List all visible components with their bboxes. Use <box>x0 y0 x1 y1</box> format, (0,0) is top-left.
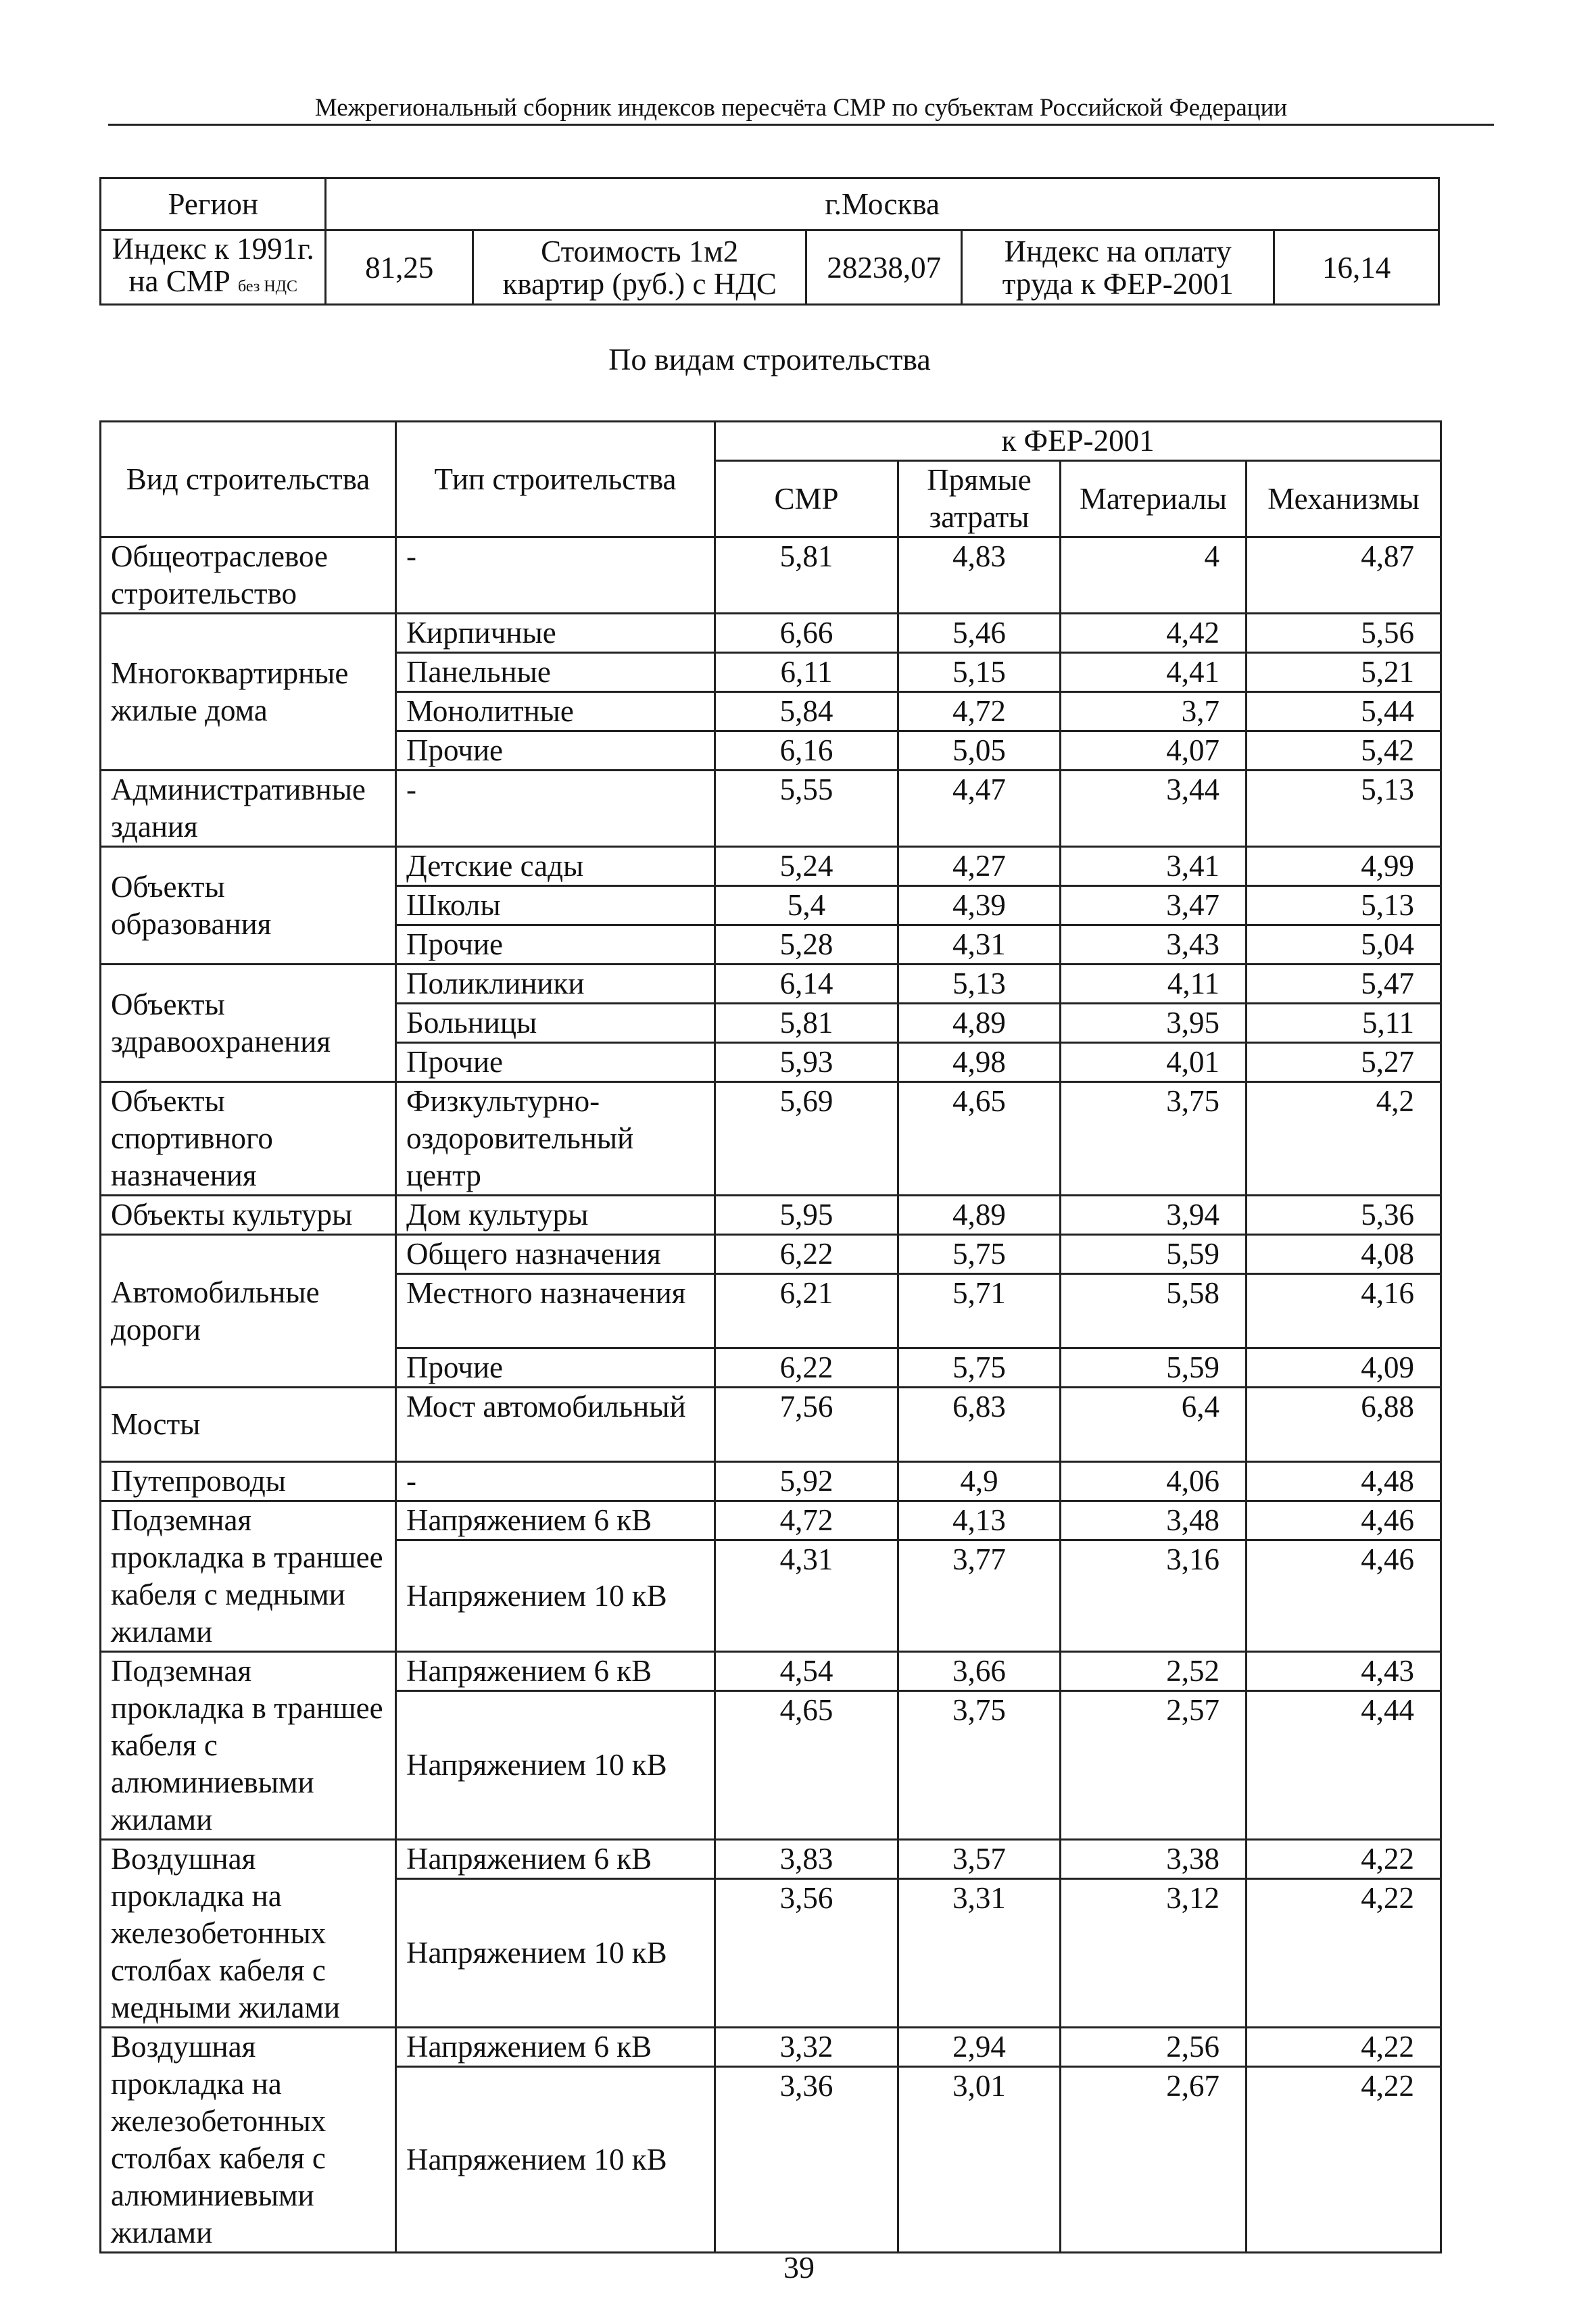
table-row <box>101 1388 1441 1462</box>
smr-value-cell: 5,69 <box>715 1082 898 1196</box>
header-fer-2001: к ФЕР-2001 <box>715 422 1441 461</box>
smr-value-cell: 6,66 <box>715 614 898 653</box>
smr-value-cell: 4,31 <box>715 1540 898 1652</box>
index-label-line2: на СМР <box>128 264 231 298</box>
smr-value-cell: 4,72 <box>715 1501 898 1540</box>
construction-type-cell: - <box>396 1462 715 1501</box>
materials-value-cell: 4,07 <box>1061 731 1247 771</box>
direct-costs-value-cell: 5,46 <box>898 614 1061 653</box>
page-header: Межрегиональный сборник индексов пересчёта СМР по субъектам Российской Федерации <box>314 94 1288 122</box>
mechanisms-value-cell: 5,36 <box>1247 1196 1441 1235</box>
construction-type-cell: Напряжением 10 кВ <box>396 1879 715 2028</box>
mechanisms-value-cell: 4,44 <box>1247 1691 1441 1840</box>
direct-costs-value-cell: 5,75 <box>898 1235 1061 1274</box>
smr-value-cell: 5,4 <box>715 886 898 925</box>
mechanisms-value-cell: 4,48 <box>1247 1462 1441 1501</box>
smr-value-cell: 5,55 <box>715 771 898 847</box>
table-row <box>101 537 1441 614</box>
construction-kind-cell: Воздушная прокладка на железобетонных столбах кабеля с медными жилами <box>101 1840 396 2028</box>
section-title: По видам строительства <box>608 342 931 376</box>
materials-value-cell: 3,75 <box>1061 1082 1247 1196</box>
direct-costs-value-cell: 6,83 <box>898 1388 1061 1462</box>
mechanisms-value-cell: 5,04 <box>1247 925 1441 965</box>
direct-costs-value-cell: 4,89 <box>898 1004 1061 1043</box>
smr-value-cell: 5,81 <box>715 537 898 614</box>
table-row <box>101 1462 1441 1501</box>
materials-value-cell: 3,47 <box>1061 886 1247 925</box>
construction-index-table <box>99 420 1442 2253</box>
region-summary-table <box>99 177 1440 306</box>
labor-index-value: 16,14 <box>1274 230 1439 305</box>
direct-costs-value-cell: 4,72 <box>898 692 1061 731</box>
construction-type-cell: Напряжением 6 кВ <box>396 1652 715 1691</box>
materials-value-cell: 2,67 <box>1061 2067 1247 2253</box>
table-body <box>101 537 1441 2253</box>
smr-value-cell: 5,84 <box>715 692 898 731</box>
index-1991-label <box>101 230 326 305</box>
construction-type-cell: Физкультурно-оздоровительный центр <box>396 1082 715 1196</box>
construction-kind-cell: Подземная прокладка в траншее кабеля с алюминиевыми жилами <box>101 1652 396 1840</box>
table-row <box>101 1196 1441 1235</box>
materials-value-cell: 4,41 <box>1061 653 1247 692</box>
direct-costs-value-cell: 4,27 <box>898 847 1061 886</box>
direct-costs-value-cell: 5,05 <box>898 731 1061 771</box>
mechanisms-value-cell: 4,22 <box>1247 1840 1441 1879</box>
materials-value-cell: 3,7 <box>1061 692 1247 731</box>
mechanisms-value-cell: 4,22 <box>1247 1879 1441 2028</box>
materials-value-cell: 4 <box>1061 537 1247 614</box>
construction-type-cell: - <box>396 537 715 614</box>
construction-type-cell: Мост автомобильный <box>396 1388 715 1462</box>
construction-kind-cell: Объекты здравоохранения <box>101 965 396 1082</box>
smr-value-cell: 5,92 <box>715 1462 898 1501</box>
header-mechanisms: Механизмы <box>1247 461 1441 537</box>
mechanisms-value-cell: 5,42 <box>1247 731 1441 771</box>
construction-type-cell: Общего назначения <box>396 1235 715 1274</box>
construction-kind-cell: Путепроводы <box>101 1462 396 1501</box>
cost-label-line1: Стоимость 1м2 <box>541 234 739 268</box>
index-label-line1: Индекс к 1991г. <box>112 231 314 266</box>
materials-value-cell: 3,38 <box>1061 1840 1247 1879</box>
materials-value-cell: 4,06 <box>1061 1462 1247 1501</box>
direct-costs-value-cell: 4,9 <box>898 1462 1061 1501</box>
smr-value-cell: 3,83 <box>715 1840 898 1879</box>
mechanisms-value-cell: 5,47 <box>1247 965 1441 1004</box>
construction-kind-cell: Объекты культуры <box>101 1196 396 1235</box>
construction-type-cell: - <box>396 771 715 847</box>
construction-type-cell: Прочие <box>396 731 715 771</box>
construction-kind-cell: Многоквартирные жилые дома <box>101 614 396 771</box>
construction-type-cell: Прочие <box>396 1043 715 1082</box>
construction-type-cell: Прочие <box>396 1348 715 1388</box>
construction-kind-cell: Общеотраслевое строительство <box>101 537 396 614</box>
construction-type-cell: Напряжением 10 кВ <box>396 1540 715 1652</box>
mechanisms-value-cell: 5,44 <box>1247 692 1441 731</box>
construction-type-cell: Напряжением 10 кВ <box>396 1691 715 1840</box>
construction-type-cell: Напряжением 6 кВ <box>396 1501 715 1540</box>
materials-value-cell: 2,52 <box>1061 1652 1247 1691</box>
direct-costs-value-cell: 3,66 <box>898 1652 1061 1691</box>
direct-costs-value-cell: 4,98 <box>898 1043 1061 1082</box>
direct-costs-value-cell: 5,71 <box>898 1274 1061 1348</box>
direct-costs-value-cell: 4,47 <box>898 771 1061 847</box>
materials-value-cell: 3,48 <box>1061 1501 1247 1540</box>
region-label: Регион <box>101 178 326 230</box>
mechanisms-value-cell: 6,88 <box>1247 1388 1441 1462</box>
page-number: 39 <box>783 2250 815 2285</box>
smr-value-cell: 5,24 <box>715 847 898 886</box>
construction-type-cell: Панельные <box>396 653 715 692</box>
construction-type-cell: Детские сады <box>396 847 715 886</box>
materials-value-cell: 6,4 <box>1061 1388 1247 1462</box>
smr-value-cell: 7,56 <box>715 1388 898 1462</box>
materials-value-cell: 4,01 <box>1061 1043 1247 1082</box>
materials-value-cell: 3,41 <box>1061 847 1247 886</box>
construction-kind-cell: Объекты образования <box>101 847 396 965</box>
smr-value-cell: 6,11 <box>715 653 898 692</box>
materials-value-cell: 2,57 <box>1061 1691 1247 1840</box>
smr-value-cell: 3,56 <box>715 1879 898 2028</box>
smr-value-cell: 4,65 <box>715 1691 898 1840</box>
materials-value-cell: 5,59 <box>1061 1235 1247 1274</box>
mechanisms-value-cell: 4,22 <box>1247 2028 1441 2067</box>
smr-value-cell: 4,54 <box>715 1652 898 1691</box>
table-row <box>101 1235 1441 1274</box>
cost-value: 28238,07 <box>806 230 962 305</box>
smr-value-cell: 6,22 <box>715 1348 898 1388</box>
region-value: г.Москва <box>326 178 1439 230</box>
construction-kind-cell: Мосты <box>101 1388 396 1462</box>
direct-costs-value-cell: 4,13 <box>898 1501 1061 1540</box>
materials-value-cell: 3,44 <box>1061 771 1247 847</box>
mechanisms-value-cell: 4,46 <box>1247 1501 1441 1540</box>
construction-kind-cell: Подземная прокладка в траншее кабеля с медными жилами <box>101 1501 396 1652</box>
table-row <box>101 771 1441 847</box>
direct-costs-value-cell: 3,57 <box>898 1840 1061 1879</box>
smr-value-cell: 6,16 <box>715 731 898 771</box>
construction-kind-cell: Автомобильные дороги <box>101 1235 396 1388</box>
construction-kind-cell: Административные здания <box>101 771 396 847</box>
mechanisms-value-cell: 5,13 <box>1247 886 1441 925</box>
materials-value-cell: 3,43 <box>1061 925 1247 965</box>
construction-type-cell: Кирпичные <box>396 614 715 653</box>
materials-value-cell: 3,12 <box>1061 1879 1247 2028</box>
materials-value-cell: 3,95 <box>1061 1004 1247 1043</box>
construction-type-cell: Школы <box>396 886 715 925</box>
construction-type-cell: Больницы <box>396 1004 715 1043</box>
materials-value-cell: 4,11 <box>1061 965 1247 1004</box>
mechanisms-value-cell: 5,21 <box>1247 653 1441 692</box>
smr-value-cell: 5,95 <box>715 1196 898 1235</box>
header-rule <box>108 124 1494 126</box>
smr-value-cell: 3,36 <box>715 2067 898 2253</box>
mechanisms-value-cell: 4,99 <box>1247 847 1441 886</box>
construction-kind-cell: Воздушная прокладка на железобетонных столбах кабеля с алюминиевыми жилами <box>101 2028 396 2253</box>
direct-costs-value-cell: 3,75 <box>898 1691 1061 1840</box>
construction-type-cell: Напряжением 10 кВ <box>396 2067 715 2253</box>
construction-type-cell: Прочие <box>396 925 715 965</box>
table-row <box>101 1501 1441 1540</box>
direct-costs-value-cell: 4,31 <box>898 925 1061 965</box>
table-row <box>101 1082 1441 1196</box>
header-type: Тип строительства <box>396 422 715 537</box>
direct-costs-value-cell: 5,75 <box>898 1348 1061 1388</box>
smr-value-cell: 5,28 <box>715 925 898 965</box>
direct-costs-value-cell: 5,13 <box>898 965 1061 1004</box>
construction-type-cell: Дом культуры <box>396 1196 715 1235</box>
table-row <box>101 965 1441 1004</box>
construction-type-cell: Монолитные <box>396 692 715 731</box>
mechanisms-value-cell: 4,46 <box>1247 1540 1441 1652</box>
direct-costs-value-cell: 3,31 <box>898 1879 1061 2028</box>
mechanisms-value-cell: 4,87 <box>1247 537 1441 614</box>
construction-type-cell: Напряжением 6 кВ <box>396 2028 715 2067</box>
materials-value-cell: 5,59 <box>1061 1348 1247 1388</box>
direct-costs-value-cell: 3,77 <box>898 1540 1061 1652</box>
materials-value-cell: 2,56 <box>1061 2028 1247 2067</box>
labor-index-label <box>962 230 1274 305</box>
header-direct-costs: Прямые затраты <box>898 461 1061 537</box>
smr-value-cell: 5,81 <box>715 1004 898 1043</box>
mechanisms-value-cell: 4,43 <box>1247 1652 1441 1691</box>
construction-type-cell: Напряжением 6 кВ <box>396 1840 715 1879</box>
table-row <box>101 1652 1441 1691</box>
header-kind: Вид строительства <box>101 422 396 537</box>
direct-costs-value-cell: 4,39 <box>898 886 1061 925</box>
mechanisms-value-cell: 4,22 <box>1247 2067 1441 2253</box>
table-row <box>101 614 1441 653</box>
table-row <box>101 1840 1441 1879</box>
direct-costs-value-cell: 2,94 <box>898 2028 1061 2067</box>
construction-type-cell: Местного назначения <box>396 1274 715 1348</box>
materials-value-cell: 5,58 <box>1061 1274 1247 1348</box>
index-label-note: без НДС <box>238 277 298 295</box>
materials-value-cell: 4,42 <box>1061 614 1247 653</box>
mechanisms-value-cell: 4,08 <box>1247 1235 1441 1274</box>
direct-costs-value-cell: 3,01 <box>898 2067 1061 2253</box>
smr-value-cell: 6,22 <box>715 1235 898 1274</box>
construction-type-cell: Поликлиники <box>396 965 715 1004</box>
cost-label-line2: квартир (руб.) с НДС <box>502 266 777 301</box>
direct-costs-value-cell: 4,83 <box>898 537 1061 614</box>
table-row <box>101 847 1441 886</box>
smr-value-cell: 3,32 <box>715 2028 898 2067</box>
mechanisms-value-cell: 5,13 <box>1247 771 1441 847</box>
table-row <box>101 2028 1441 2067</box>
index-1991-value: 81,25 <box>326 230 473 305</box>
labor-label-line2: труда к ФЕР-2001 <box>1002 266 1234 301</box>
labor-label-line1: Индекс на оплату <box>1004 234 1232 268</box>
materials-value-cell: 3,16 <box>1061 1540 1247 1652</box>
smr-value-cell: 6,21 <box>715 1274 898 1348</box>
header-materials: Материалы <box>1061 461 1247 537</box>
mechanisms-value-cell: 4,09 <box>1247 1348 1441 1388</box>
mechanisms-value-cell: 5,11 <box>1247 1004 1441 1043</box>
cost-label <box>473 230 806 305</box>
materials-value-cell: 3,94 <box>1061 1196 1247 1235</box>
smr-value-cell: 5,93 <box>715 1043 898 1082</box>
mechanisms-value-cell: 5,56 <box>1247 614 1441 653</box>
direct-costs-value-cell: 4,65 <box>898 1082 1061 1196</box>
mechanisms-value-cell: 5,27 <box>1247 1043 1441 1082</box>
mechanisms-value-cell: 4,2 <box>1247 1082 1441 1196</box>
direct-costs-value-cell: 4,89 <box>898 1196 1061 1235</box>
header-smr: СМР <box>715 461 898 537</box>
direct-costs-value-cell: 5,15 <box>898 653 1061 692</box>
smr-value-cell: 6,14 <box>715 965 898 1004</box>
construction-kind-cell: Объекты спортивного назначения <box>101 1082 396 1196</box>
mechanisms-value-cell: 4,16 <box>1247 1274 1441 1348</box>
